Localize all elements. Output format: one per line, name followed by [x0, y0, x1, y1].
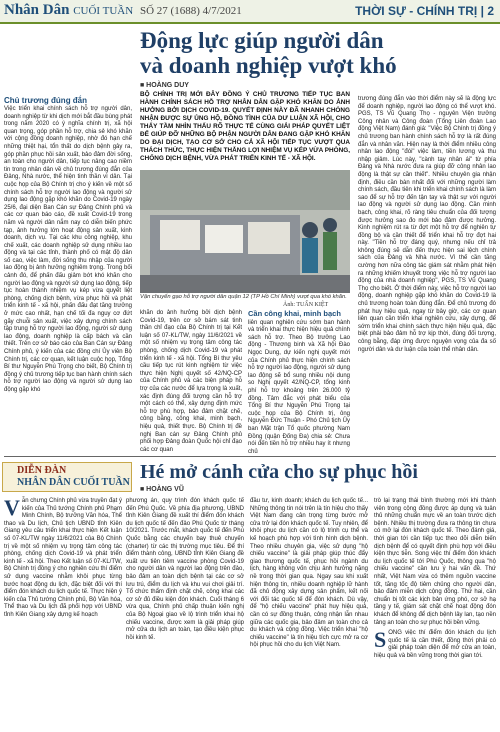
article1-mid-column: khăn do ảnh hưởng bởi dịch bệnh Covid-19, trên cơ sở bám sát tinh thần chỉ đạo của Bộ Chính trị tại Kết luận số 07-KL/TW, ngày 11/6/2021 về một số nhiệm vụ trọng tâm công tác phòng, chống dịch Covid-19 và phát triển kinh tế - xã hội. Tổng Bí thư yêu cầu tiếp tục rút kinh nghiệm từ việc thực hiện Nghị quyết số 42/NQ-CP của Chính phủ và các biện pháp hỗ trợ của các nước để lựa trọng là xuất, xác định đúng đối tượng cần hỗ trợ một cách có thể, xây dựng định mức hỗ trợ phù hợp, bảo đảm chặt chẽ, công bằng, công khai, minh bạch, hiệu quả, thiết thực. Bộ Chính trị đề nghị Ban cán sự Đảng Chính phủ phối hợp Đảng đoàn Quốc hội chỉ đạo các cơ quan	[140, 310, 242, 453]
rice-delivery-image	[140, 170, 350, 293]
forum-badge	[2, 462, 132, 492]
headline-line2: và doanh nghiệp vượt khó	[140, 53, 397, 78]
issue-info: SỐ 27 (1688) 4/7/2021	[140, 5, 242, 17]
masthead	[0, 0, 500, 24]
article2-col4b-text: ONG việc thí điểm đón khách du lịch quốc tế là cần thiết, đồng thời phải có giải pháp toàn diện để mở cửa an toàn, hiệu quả và bền vững trong thời gian tới.	[374, 630, 496, 659]
headline-line1: Động lực giúp người dân	[140, 28, 384, 53]
section-divider	[4, 456, 496, 457]
brand-name: Nhân Dân	[4, 2, 70, 18]
brand-sub: CUỐI TUẦN	[73, 5, 134, 17]
article2-col4b	[374, 627, 496, 660]
photo-credit: Ảnh: TUẤN KIỆT	[283, 302, 329, 308]
article1-mid-column-2	[248, 309, 350, 455]
page-number: 2	[487, 4, 494, 18]
article2-col1-text: ẫn chưng Chính phủ vừa truyền đạt ý kiến của Thủ tướng Chính phủ Phạm Minh Chính, Bộ trưởng Văn hóa, Thể thao và Du lịch, Chủ tịch UBND tỉnh Kiên Giang yêu cầu triển khai thực hiện Kết luận số 07-KL/TW ngày 11/6/2021 của Bộ Chính trị về một số nhiệm vụ trọng tâm công tác phòng, chống dịch Covid-19 và phát triển kinh tế - xã hội. Theo Kết luận số 07-KL/TW, Bộ Chính trị đồng ý cho nghiên cứu thí điểm sử dụng vaccine nhằm khôi phục từng bước hoạt động du lịch, đặc biệt đối với thí điểm đón khách du lịch quốc tế. Thực hiện ý kiến của Thủ tướng Chính phủ, Bộ Văn hóa, Thể thao và Du lịch đã phối hợp với UBND tỉnh Kiên Giang xây dựng kế hoạch	[4, 498, 122, 618]
article1-lede: BỘ CHÍNH TRỊ MỚI ĐÂY ĐỒNG Ý CHỦ TRƯƠNG TIẾP TỤC BAN HÀNH CHÍNH SÁCH HỖ TRỢ NHÂN DÂN GẶP KHÓ KHĂN DO ẢNH HƯỞNG BỞI DỊCH COVID-19. QUYẾT ĐỊNH NÀY ĐÃ NHANH CHÓNG NHẬN ĐƯỢC SỰ ỦNG HỘ, ĐỒNG TÌNH CỦA DƯ LUẬN XÃ HỘI, CHO THẤY TẦM NHÌN THẤU RÕ THỰC TẾ CÙNG GIẢI PHÁP QUYẾT LIỆT ĐỂ GIÚP ĐỠ NHỮNG BỘ PHẬN NGƯỜI DÂN ĐANG GẶP KHÓ KHĂN DO ĐẠI DỊCH, TẠO CƠ SỞ CHO CẢ XÃ HỘI TIẾP TỤC VƯỢT QUA THÁCH THỨC, THỰC HIỆN THẮNG LỢI NHIỆM VỤ KÉP VỪA PHÒNG, CHỐNG DỊCH BỆNH, VỪA PHÁT TRIỂN KINH TẾ - XÃ HỘI.	[140, 91, 350, 162]
article2-author: ■ HOÀNG VŨ	[140, 486, 184, 493]
article1-right-column: trương đúng đắn vào thời điểm này sẽ là động lực để doanh nghiệp, người lao động có thể vượt khó. PGS, TS Vũ Quang Thọ - nguyên Viện trưởng Công nhân và Công đoàn (Tổng Liên đoàn Lao động Việt Nam) đánh giá: "Việc Bộ Chính trị đồng ý chủ trương ban hành chính sách hỗ trợ là rất đúng đắn và nhân văn. Hiện nay là thời điểm nhiều công nhân lao động "đói" việc làm, tiền lương và thu nhập giảm. Lúc này, "cành tay nhân ái" từ phía Đảng và Nhà nước đưa ra giúp đỡ công nhân lao động là thật sự cần thiết". Nhiều chuyên gia nhận định, điều cần bàn nhất đối với những người làm chính sách, đầu tiên khi triển khai chính sách là làm sao để sự hỗ trợ đến tận tay và thật sự với người lao động và người sử dụng lao động. Cần minh bạch, công khai, rõ ràng tiêu chuẩn của đối tượng được hưởng sao đo mới bảo đảm được hưởng. Kinh nghiệm rút ra từ đợt một hỗ trợ để nghiên tự đồng bộ và cần thiết để triển khai hỗ trợ đợt hai này. "Tiền hỗ trợ đáng quý, nhưng nếu chỉ trả không đúng sẽ dẫn đến thực hiện sai lệch chính sách của Đảng và Nhà nước. Vì thế cần tăng cường hơn nữa công tác giám sát nhằm phát hiện ra những khiếm khuyết trong việc hỗ trợ người lao động của nhà doanh nghiệp", PGS, TS Vũ Quang Thọ cho biết. Ở thời điểm này, việc hỗ trợ người lao động, doanh nghiệp gặp khó khăn do Covid-19 là chủ trương hoàn toàn đúng đắn. Để chủ trương đó phát huy hiệu quả, ngay từ bây giờ, các cơ quan liên quan cần triển khai nghiên cứu, xây dựng, để sớm triển khai chính sách thực hiện hiệu quả, đặc biệt phải bảo đảm hỗ trợ kịp thời, đúng đối tượng, công bằng, đáp ứng được nguyện vọng của đa số người dân và dư luận của toàn thể nhân dân.	[358, 96, 496, 353]
forum-title-bottom: NHÂN DÂN CUỐI TUẦN	[17, 477, 130, 488]
mid-column-2-text: liên quan nghiên cứu sớm ban hành và triển khai thực hiện hiệu quả chính sách hỗ trợ. Theo Bộ trưởng Lao động - Thương binh và Xã hội Đào Ngọc Dung, dự kiến nghị quyết mới của Chính phủ thực hiện chính sách hỗ trợ người lao động, người sử dụng lao động sẽ bổ sung nhiều nội dung so Nghị quyết 42/NQ-CP, tổng kinh phí hỗ trợ khoảng trên 26.000 tỷ đồng. Tâm đắc với phát biểu của Tổng Bí thư Nguyễn Phú Trọng tại cuộc họp của Bộ Chính trị, ông Nguyễn Đức Thuận - Phó Chủ tịch Ủy ban Mặt trận Tổ quốc phường Nam Đồng (quận Đống Đa) chia sẻ: Chưa nói đến tiền hỗ trợ nhiều hay ít nhưng chủ	[248, 319, 350, 455]
dropcap-v: V	[4, 495, 20, 520]
article2-column-1	[4, 495, 122, 728]
article2-col4-text: trò lại trạng thái bình thường mới khi thành viên trong cộng đồng được áp dụng và tuân thủ những chuẩn mực về an toàn trước dịch bệnh. Nhiều thị trường đưa ra thông tin chưa có mở lại đón khách quốc tế. Theo đánh giá, thời gian tới cần tiếp tục theo dõi diễn biến dịch bệnh để có quyết định phù hợp với điều kiện thực tiễn. Song việc thí điểm đón khách du lịch quốc tế tới Phú Quốc, thông qua "hộ chiếu vaccine" cần lưu ý hai vấn đề. Thứ nhất, Việt Nam vừa có thêm nguồn vaccine tốt, tăng tốc độ tiêm chủng cho người dân, bảo đảm miễn dịch cộng đồng. Thứ hai, cần chuẩn bị tốt các kịch bản ứng phó, cơ sở hạ tầng y tế, giám sát chặt chẽ hoạt động đón khách để không để dịch bệnh lây lan, tạo nền tảng an toàn cho sự phục hồi bền vững.	[374, 498, 496, 626]
section-name: THỜI SỰ - CHÍNH TRỊ	[355, 4, 478, 18]
section-title: THỜI SỰ - CHÍNH TRỊ | 2	[355, 4, 494, 18]
photo-caption: Vận chuyển gạo hỗ trợ người dân quận 12 (TP Hồ Chí Minh) vượt qua khó khăn.	[140, 294, 347, 300]
dropcap-s: S	[374, 627, 387, 653]
article2-column-2: phương án, quy trình đón khách quốc tế đến Phú Quốc. Về phía địa phương, UBND tỉnh Kiên Giang đề xuất thí điểm đón khách du lịch quốc tế đến đảo Phú Quốc từ tháng 10/2021. Trước mắt, khách quốc tế đến Phú Quốc bằng các chuyến bay thuê chuyến (charter) từ các thị trường mục tiêu. Để thí điểm thành công, UBND tỉnh Kiên Giang đề xuất ưu tiên tiêm vaccine phòng Covid-19 cho người dân và người lao động trên đảo, bảo đảm an toàn dịch bệnh tại các cơ sở lưu trú, điểm du lịch và khu vui chơi giải trí. Tổ chức thẩm định chặt chẽ, công khai các cơ sở đủ điều kiện đón khách. Cuối tháng 6 vừa qua, Chính phủ chấp thuận kiến nghị của Bộ Ngoại giao về lộ trình triển khai hộ chiếu vaccine, được xem là giải pháp giúp mở cửa du lịch an toàn, tạo điều kiện phục hồi kinh tế.	[126, 498, 244, 641]
forum-title-top: DIỄN ĐÀN	[17, 465, 67, 476]
article2-headline: Hé mở cánh cửa cho sự phục hồi	[140, 461, 418, 483]
mid-section-heading: Cần công khai, minh bạch	[248, 309, 341, 318]
article1-author: ■ HOÀNG DUY	[140, 82, 189, 89]
article1-photo	[140, 170, 350, 293]
masthead-brand	[4, 2, 133, 19]
article1-headline	[140, 28, 490, 78]
article1-left-column: Việc triển khai chính sách hỗ trợ người dân, doanh nghiệp từ khi dịch mới bắt đầu bùng phát trong năm 2020 có ý nghĩa chính trị, xã hội quan trọng, góp phần hỗ trợ, chia sẻ khó khăn với cộng đồng doanh nghiệp, nhờ đó hạn chế những thiệt hại, tổn thất do dịch bệnh gây ra, góp phần phục hồi sản xuất, bảo đảm đời sống, an toàn cho người dân, tiếp tục nâng cao niềm tin trong nhân dân về chủ trương đúng đắn của Đảng, Nhà nước, thể hiện tinh thần vì dân. Tại cuộc họp của Bộ Chính trị cho ý kiến về một số chính sách hỗ trợ người lao động và người sử dụng lao động gặp khó khăn do Covid-19 ngày 25/6, đại diện Ban Cán sự Đảng Chính phủ và các cơ quan báo cáo, đề xuất Covid-19 trong năm và người dân nắm nay có diễn biến phức tạp, ảnh hưởng lớn hoạt động sản xuất, kinh doanh, dịch vụ. Tại các khu công nghiệp, khu chế xuất, các doanh nghiệp sử dụng nhiều lao động và tại các tỉnh, thành phố có mật độ dân số cao, việc làm, đời sống thu nhập của người lao động bị ảnh hưởng nghiêm trọng. Trong bối cảnh đó, để phấn đấu giảm bớt khó khăn cho người lao động và người sử dụng lao động, tiếp tục hoàn thành nhiệm vụ kép vừa quyết liệt phòng, chống dịch bệnh, vừa phục hồi và phát triển kinh tế - xã hội, phấn đấu đạt tăng trưởng ở mức cao nhất, hạn chế tối đa nguy cơ đứt gãy chuỗi sản xuất, việc xây dựng chính sách tập trung hỗ trợ người lao động, người sử dụng lao động, doanh nghiệp là cấp bách và cần thiết. Trên cơ sở báo cáo của Ban Cán sự Đảng Chính phủ, ý kiến của các đồng chí Ủy viên Bộ Chính trị, các cơ quan, kết luận cuộc họp, Tổng Bí thư Nguyễn Phú Trọng cho biết, Bộ Chính trị đồng ý chủ trương tiếp tục ban hành chính sách hỗ trợ người lao động và người sử dụng lao động gặp khó	[4, 106, 132, 393]
article2-column-4	[374, 498, 496, 728]
left-section-heading: Chủ trương đúng đắn	[4, 96, 88, 105]
article2-column-3: đầu tư, kinh doanh; khách du lịch quốc tế... Những thông tin nói trên là tín hiệu cho thấy Việt Nam đang cân trọng từng bước mở cửa trở lại đón khách quốc tế. Tuy nhiên, để khôi phục du lịch cần có lộ trình cụ thể và kế hoạch phù hợp với tình hình dịch bệnh. Theo nhiều chuyên gia, việc sử dụng "hộ chiếu vaccine" là giải pháp giúp thúc đẩy giao thương quốc tế, phục hồi ngành du lịch, hàng không vốn chịu ảnh hưởng nặng nề trong thời gian qua. Ngay sau khi xuất hiện thông tin, nhiều doanh nghiệp lữ hành đã chủ động xây dựng sản phẩm, kết nối với đối tác quốc tế để đón khách. Dù vậy, để "hộ chiếu vaccine" phát huy hiệu quả, cần có sự đồng thuận, công nhận lẫn nhau giữa các quốc gia, bảo đảm an toàn cho cả du khách và cộng đồng. Việc triển khai "hộ chiếu vaccine" là tín hiệu tích cực mở ra cơ hội phục hồi cho du lịch Việt Nam.	[250, 498, 368, 649]
